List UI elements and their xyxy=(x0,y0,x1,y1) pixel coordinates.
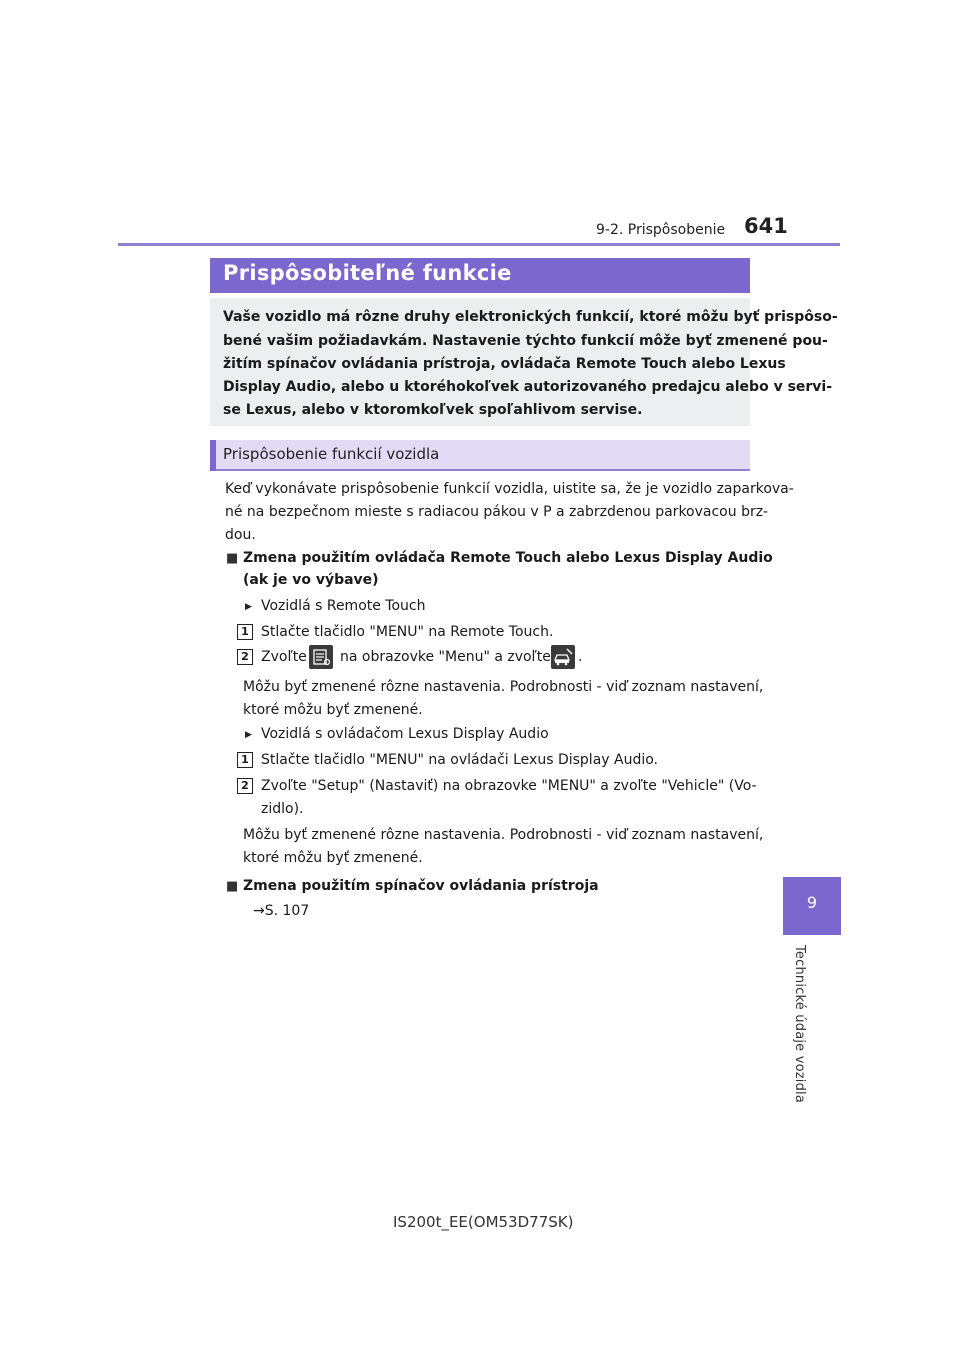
step-text: Zvoľte "Setup" (Nastaviť) na obrazovke "MENU" a zvoľte "Vehicle" (Vo- xyxy=(261,778,757,794)
step-text: zidlo). xyxy=(261,801,304,817)
settings-list-icon xyxy=(309,645,333,669)
intro-line: se Lexus, alebo v ktoromkoľvek spoľahlivom servise. xyxy=(223,402,643,418)
triangle-bullet-icon: ▶ xyxy=(245,730,252,740)
chapter-number: 9 xyxy=(806,893,818,912)
note-line: Môžu byť zmenené rôzne nastavenia. Podrobnosti - viď zoznam nastavení, xyxy=(243,827,764,843)
step-number-badge: 2 xyxy=(237,778,253,794)
paragraph-line: né na bezpečnom mieste s radiacou pákou v P a zabrzdenou parkovacou brz- xyxy=(225,504,769,520)
step-text: . xyxy=(578,649,583,665)
step-text: Zvoľte xyxy=(261,649,307,665)
section-title: Prispôsobiteľné funkcie xyxy=(223,261,512,285)
step-text: na obrazovke "Menu" a zvoľte xyxy=(340,649,551,665)
step-text: Stlačte tlačidlo "MENU" na Remote Touch. xyxy=(261,624,554,640)
triangle-bullet-icon: ▶ xyxy=(245,602,252,612)
paragraph-line: dou. xyxy=(225,527,256,543)
header-rule xyxy=(118,243,840,246)
sub-heading-lexus-display-audio: Vozidlá s ovládačom Lexus Display Audio xyxy=(261,726,549,742)
page-number: 641 xyxy=(744,214,788,238)
vehicle-settings-icon xyxy=(551,645,575,669)
chapter-label: Technické údaje vozidla xyxy=(792,945,807,1104)
note-line: Môžu byť zmenené rôzne nastavenia. Podrobnosti - viď zoznam nastavení, xyxy=(243,679,764,695)
subsection-accent xyxy=(210,440,216,471)
step-number-badge: 1 xyxy=(237,624,253,640)
sub-heading-remote-touch: Vozidlá s Remote Touch xyxy=(261,598,426,614)
step-text: Stlačte tlačidlo "MENU" na ovládači Lexus Display Audio. xyxy=(261,752,659,768)
intro-line: žitím spínačov ovládania prístroja, ovládača Remote Touch alebo Lexus xyxy=(223,356,786,372)
paragraph-line: Keď vykonávate prispôsobenie funkcií vozidla, uistite sa, že je vozidlo zaparkova- xyxy=(225,481,794,497)
step-number-badge: 1 xyxy=(237,752,253,768)
subsection-title: Prispôsobenie funkcií vozidla xyxy=(223,445,440,463)
intro-line: bené vašim požiadavkám. Nastavenie týchto funkcií môže byť zmenené pou- xyxy=(223,333,828,349)
square-bullet-icon: ■ xyxy=(226,879,239,894)
heading-remote-touch-line2: (ak je vo výbave) xyxy=(243,572,379,588)
page-reference-link[interactable]: →S. 107 xyxy=(253,903,310,919)
document-code: IS200t_EE(OM53D77SK) xyxy=(393,1213,574,1231)
header-section-title: 9-2. Prispôsobenie xyxy=(596,222,726,238)
note-line: ktoré môžu byť zmenené. xyxy=(243,850,423,866)
heading-instrument-switches: Zmena použitím spínačov ovládania prístroja xyxy=(243,878,599,894)
step-number-badge: 2 xyxy=(237,649,253,665)
note-line: ktoré môžu byť zmenené. xyxy=(243,702,423,718)
square-bullet-icon: ■ xyxy=(226,551,239,566)
intro-line: Display Audio, alebo u ktoréhokoľvek autorizovaného predajcu alebo v servi- xyxy=(223,379,833,395)
heading-remote-touch: Zmena použitím ovládača Remote Touch alebo Lexus Display Audio xyxy=(243,550,773,566)
intro-line: Vaše vozidlo má rôzne druhy elektronických funkcií, ktoré môžu byť prispôso- xyxy=(223,309,838,325)
